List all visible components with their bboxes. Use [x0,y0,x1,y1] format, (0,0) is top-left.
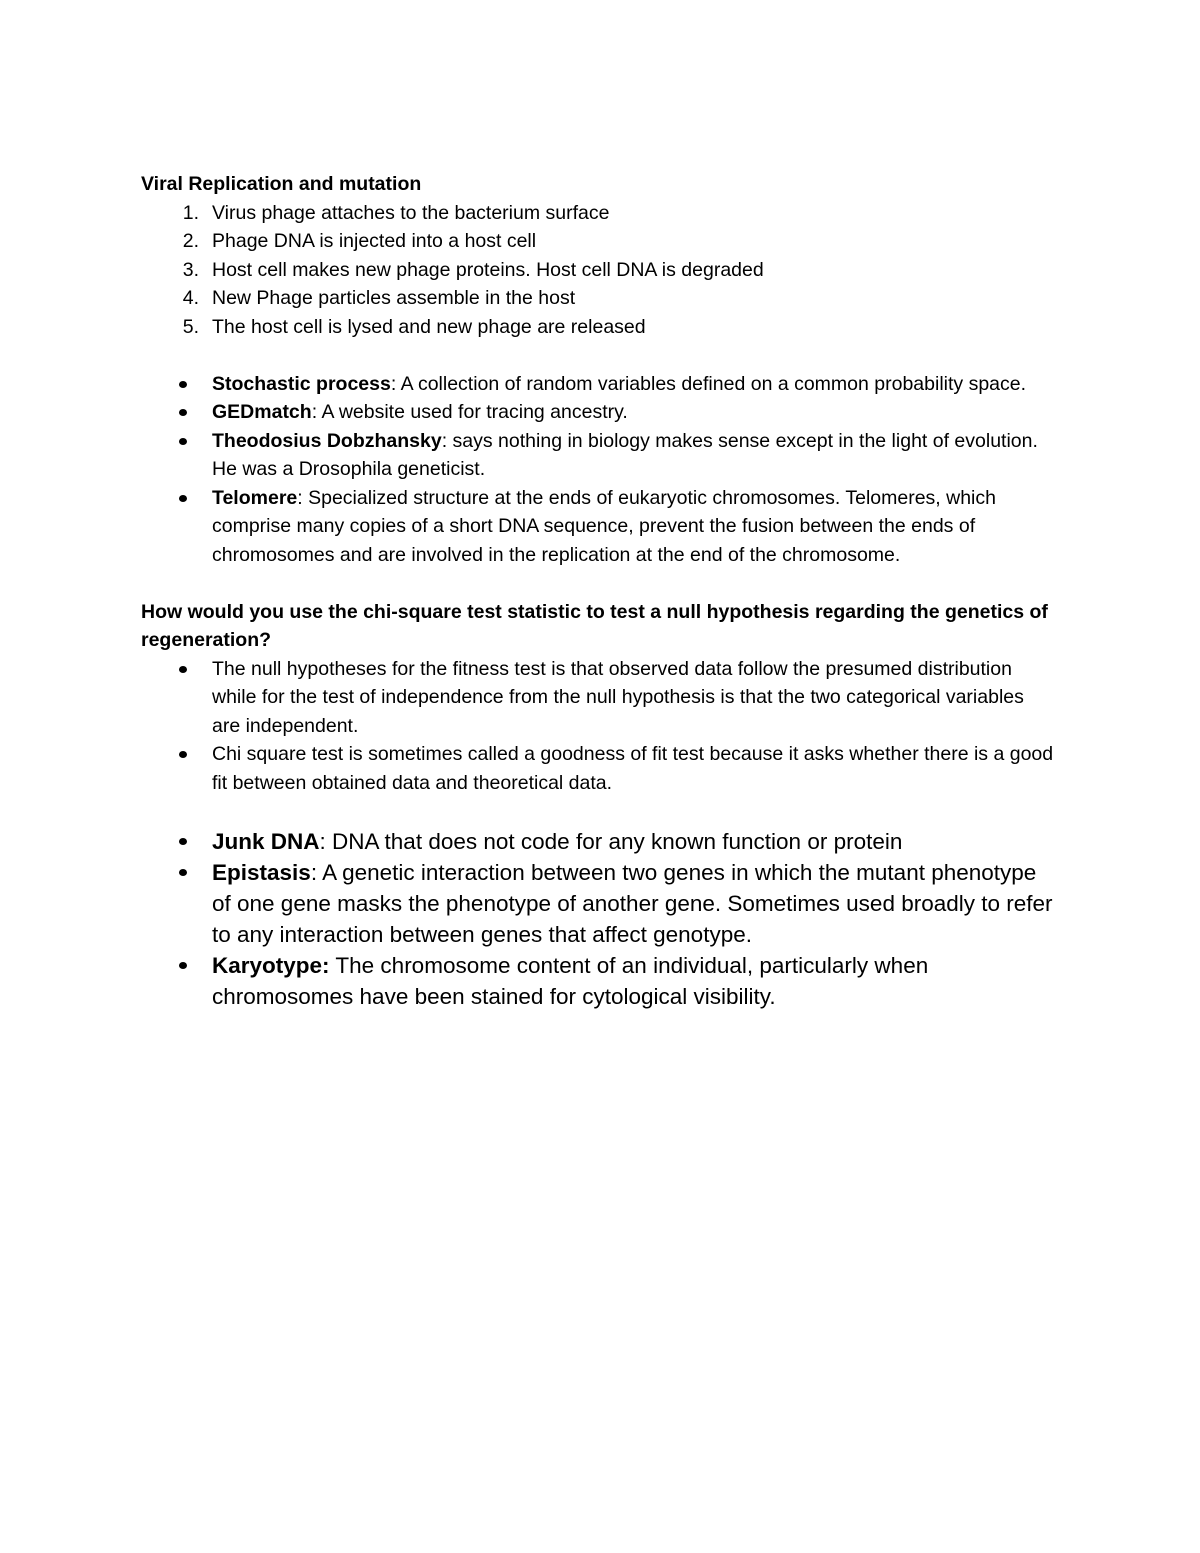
definition-text: The chromosome content of an individual, particularly when chromosomes have been stained for cytological visibility. [212,952,929,1009]
definition-text: A website used for tracing ancestry. [321,401,628,423]
definition-separator: : [311,401,322,423]
definition-term: Junk DNA [212,828,320,854]
list-number: 4. [182,287,199,309]
definition-separator: : [390,372,401,395]
list-number: 2. [182,230,199,252]
definition-separator: : [319,828,333,854]
list-item [141,313,1056,342]
bullet-icon [179,666,187,673]
list-number: 1. [182,201,199,224]
answer-text: The null hypotheses for the fitness test is that observed data follow the presumed distribution while for the test of independence from the null hypothesis is that the two categorical variables are independent. [212,657,1024,737]
definition-term: Epistasis [212,859,311,885]
list-item-text: Host cell makes new phage proteins. Host cell DNA is degraded [212,258,764,281]
bullet-icon [179,838,187,845]
bullet-icon [179,495,187,502]
list-item-text: Virus phage attaches to the bacterium surface [212,201,610,224]
bullet-icon [179,438,187,445]
list-number: 5. [182,315,199,338]
definition-term: Telomere [212,486,298,509]
chi-square-answers [141,655,1056,798]
spacer [141,797,1056,826]
list-item [141,227,1056,256]
spacer [141,341,1056,370]
definition-text: A collection of random variables defined on a common probability space. [400,372,1027,395]
list-item-text: Phage DNA is injected into a host cell [212,230,537,252]
list-number: 3. [182,258,199,281]
section-heading-viral-replication: Viral Replication and mutation [141,173,422,195]
definition-term: GEDmatch [212,401,312,423]
definition-text: Specialized structure at the ends of eukaryotic chromosomes. Telomeres, which comprise many copies of a short DNA sequence, prevent the fusion between the ends of chromosomes and are involved in the replication at the end of the chromosome. [212,486,996,566]
list-item [141,740,1056,797]
spacer [141,569,1056,598]
list-item [141,284,1056,313]
definition-text: A genetic interaction between two genes in which the mutant phenotype of one gene masks the phenotype of another gene. Sometimes used broadly to refer to any interaction between genes that affect genotype. [212,859,1053,947]
bullet-icon [179,381,187,388]
list-item [141,370,1056,399]
definitions-list-1 [141,370,1056,570]
list-item [141,950,1056,1012]
answer-text: Chi square test is sometimes called a goodness of fit test because it asks whether there is a good fit between obtained data and theoretical data. [212,743,1054,794]
definition-term: Theodosius Dobzhansky [212,429,442,452]
definition-term: Stochastic process [212,372,391,395]
list-item [141,398,1056,427]
list-item-text: The host cell is lysed and new phage are released [212,315,646,338]
bullet-icon [179,751,187,758]
definition-text: DNA that does not code for any known function or protein [332,828,903,854]
list-item [141,199,1056,228]
definition-term: Karyotype: [212,952,330,978]
list-item [141,655,1056,741]
list-item [141,427,1056,484]
viral-replication-steps [141,199,1056,342]
section-heading-chi-square-question: How would you use the chi-square test statistic to test a null hypothesis regarding the genetics of regeneration? [141,600,1048,651]
definition-separator: : [310,859,323,885]
list-item-text: New Phage particles assemble in the host [212,287,576,309]
list-item [141,256,1056,285]
definition-separator: : [297,486,309,509]
bullet-icon [179,869,187,876]
list-item [141,484,1056,570]
definition-separator: : [441,429,453,452]
list-item [141,857,1056,950]
bullet-icon [179,409,187,416]
document-body [141,170,1056,1012]
bullet-icon [179,962,187,969]
list-item [141,826,1056,857]
definition-text: says nothing in biology makes sense except in the light of evolution. He was a Drosophila geneticist. [212,429,1038,480]
definitions-list-2 [141,826,1056,1012]
